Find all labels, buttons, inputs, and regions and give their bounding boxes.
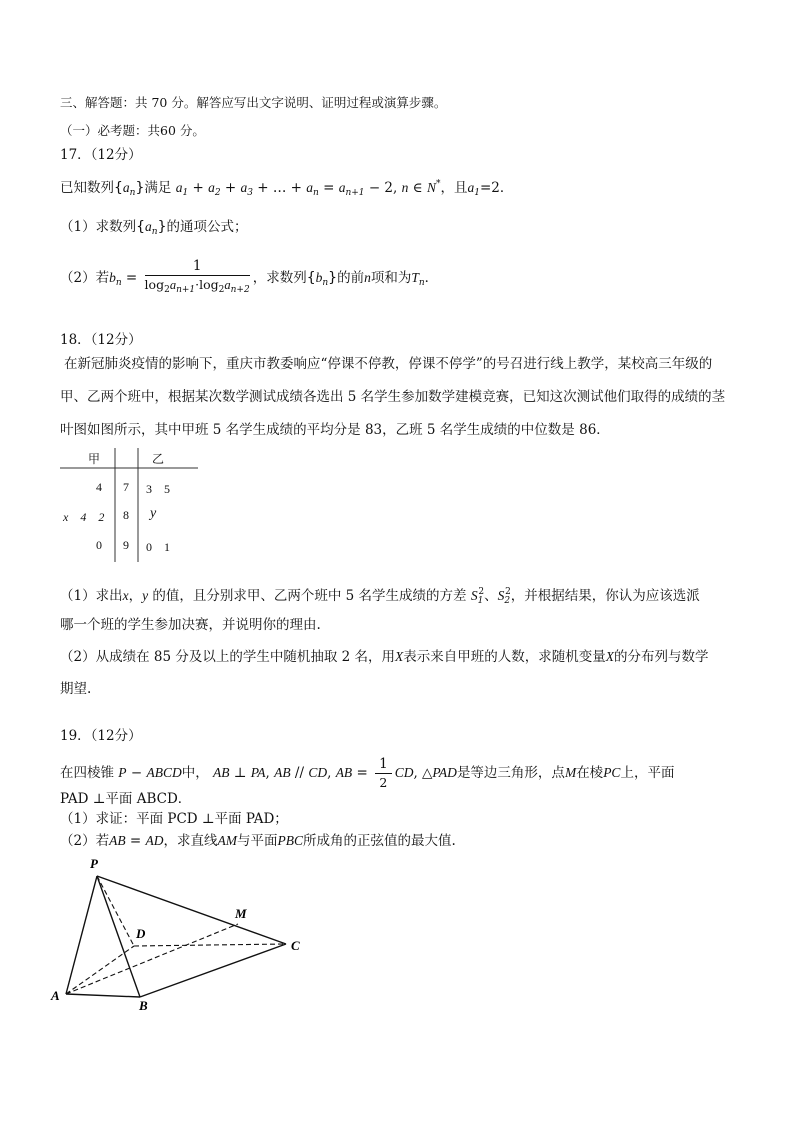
edge-PA	[66, 876, 97, 994]
stem-leaf-right-row1: 3 5	[146, 482, 171, 496]
edge-AB	[66, 994, 140, 997]
q18-part2-line2: 期望.	[60, 681, 92, 697]
stem-leaf-lines	[60, 446, 210, 564]
edge-DC	[134, 944, 286, 946]
label-P: P	[90, 856, 98, 871]
stem-leaf-header-left: 甲	[88, 452, 101, 466]
label-B: B	[139, 998, 148, 1012]
q19-text-line2: PAD ⊥平面 ABCD．	[60, 791, 192, 807]
stem-leaf-right-row3: 0 1	[146, 540, 171, 554]
stem-leaf-stem-row1: 7	[123, 480, 129, 494]
q18-part1-line2: 哪一个班的学生参加决赛，并说明你的理由.	[60, 617, 321, 633]
q18-number: 18．（12分）	[60, 332, 142, 348]
stem-leaf-left-row3: 0	[96, 538, 102, 552]
stem-leaf-left-row1: 4	[96, 480, 102, 494]
q19-number: 19．（12分）	[60, 728, 142, 744]
q17-part2: （2）若$b_n$ = $\frac{1}{\log_2a_{n+1}\cdot\log_2a_{n+2}}$ ，求数列$\{b_n\}$的前n项和为$T_n$．	[60, 258, 438, 299]
q18-part1-line1: （1）求出x，y 的值，且分别求甲、乙两个班中 5 名学生成绩的方差 $S_1^2$、$S_2^2$，并根据结果，你认为应该选派	[60, 587, 700, 606]
section-heading: 三、解答题：共 70 分。解答应写出文字说明、证明过程或演算步骤。	[60, 95, 447, 110]
q18-text-line2: 甲、乙两个班中，根据某次数学测试成绩各选出 5 名学生参加数学建模竞赛，已知这次测试他们取得的成绩的茎	[60, 389, 726, 405]
q17-number: 17．（12分）	[60, 147, 142, 163]
edge-BC	[140, 944, 286, 997]
stem-leaf-header-right: 乙	[152, 452, 165, 466]
q19-text-line1: 在四棱锥 P − ABCD中， AB ⊥ PA, AB // CD, AB = $\frac{1}{2}$ CD, △PAD是等边三角形，点M在棱PC上，平面	[60, 756, 675, 790]
edge-PD	[97, 876, 134, 946]
stem-leaf-plot	[60, 446, 210, 564]
label-A: A	[51, 988, 60, 1003]
section-subheading: （一）必考题：共60 分。	[60, 123, 205, 138]
stem-leaf-left-row2: x 4 2	[63, 510, 105, 524]
q17-part1: （1）求数列$\{a_n\}$的通项公式；	[60, 219, 248, 237]
stem-leaf-right-row2: y	[150, 506, 157, 521]
label-D: D	[136, 926, 146, 941]
q18-text-line1: 在新冠肺炎疫情的影响下，重庆市教委响应“停课不停教，停课不停学”的号召进行线上教学，某校高三年级的	[64, 356, 713, 372]
pyramid-figure	[48, 852, 308, 1012]
edge-AM	[66, 924, 238, 994]
q19-part2: （2）若AB = AD，求直线AM与平面PBC所成角的正弦值的最大值.	[60, 833, 456, 849]
q18-text-line3: 叶图如图所示，其中甲班 5 名学生成绩的平均分是 83，乙班 5 名学生成绩的中位数是 86．	[60, 422, 610, 438]
label-M: M	[235, 906, 247, 921]
q17-fraction: $\frac{1}{\log_2a_{n+1}\cdot\log_2a_{n+2}}$	[144, 258, 250, 295]
stem-leaf-stem-row2: 8	[123, 508, 129, 522]
q18-part2-line1: （2）从成绩在 85 分及以上的学生中随机抽取 2 名，用X表示来自甲班的人数，求随机变量X的分布列与数学	[60, 649, 709, 665]
stem-leaf-stem-row3: 9	[123, 538, 129, 552]
q17-stem: 已知数列$\{a_n\}$满足 $a_1 + a_2 + a_3$ + … + $a_n = a_{n+1} - 2$, n ∈ N*，且$a_1=2$．	[60, 179, 514, 198]
label-C: C	[291, 938, 300, 953]
q19-part1: （1）求证：平面 PCD ⊥平面 PAD；	[60, 811, 288, 827]
edge-PC	[97, 876, 286, 944]
